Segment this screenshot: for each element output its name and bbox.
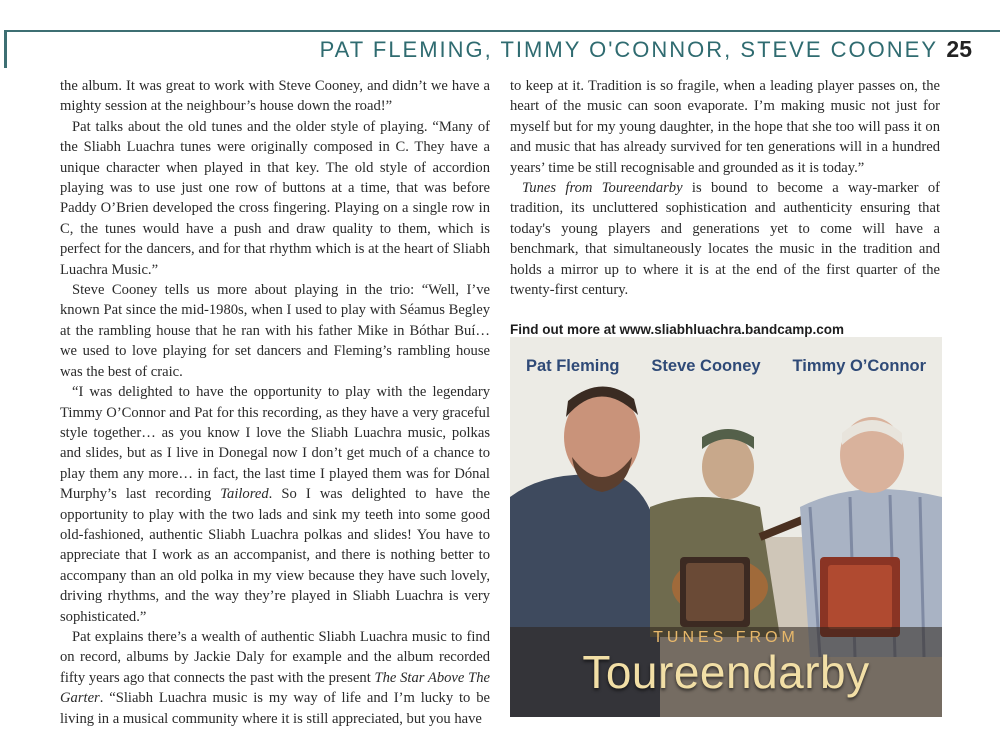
left-column (60, 76, 490, 729)
cover-name-timmy: Timmy O’Connor (792, 357, 927, 375)
header-rule (4, 30, 1000, 32)
paragraph (60, 382, 490, 627)
text-run: . “Sliabh Luachra music is my way of life and I’m lucky to be living in a musical community where it is still appreciated, but you have (60, 690, 490, 727)
cover-artist-names (510, 357, 942, 376)
page-number: 25 (946, 36, 972, 62)
cover-name-pat: Pat Fleming (525, 357, 620, 375)
text-run: “I was delighted to have the opportunity to play with the legendary Timmy O’Connor and Pat for this recording, as they have a very graceful style together… as you know I love the Sliabh Luachra music, polkas and slides, but as I live in Donegal now I don’t get much of a chance to play them any more… in fact, the last time I played them was for Dónal Murphy’s last recording (60, 384, 490, 503)
paragraph: the album. It was great to work with Steve Cooney, and didn’t we have a mighty session at the neighbour’s house down the road!” (60, 78, 490, 115)
paragraph: Pat talks about the old tunes and the older style of playing. “Many of the Sliabh Luachra tunes were originally composed in C. They have a unique character when played in that key. The old style of accordion playing was to use just one row of buttons at a time, that was before Paddy O’Brien developed the cross fingering. Playing on a single row in C, the tunes would have a push and draw quality to them, which is perfect for the dancers, and for that rhythm which is at the heart of Sliabh Luachra Music.” (60, 118, 490, 278)
cover-title: Toureendarby (582, 646, 870, 698)
cover-name-steve: Steve Cooney (651, 357, 761, 375)
page-header (0, 30, 1000, 68)
album-title-italic: Tailored (220, 486, 269, 503)
find-out-more-link[interactable]: Find out more at www.sliabhluachra.bandcamp.com (510, 322, 845, 338)
header-left-bar (4, 30, 7, 68)
paragraph: Steve Cooney tells us more about playing in the trio: “Well, I’ve known Pat since the mid-1980s, when I used to play with Séamus Begley at the rambling house that he ran with his father Mike in Bóthar Buí… we used to love playing for set dancers and Fleming’s rambling house was the best of craic. (60, 282, 490, 380)
cover-subtitle: TUNES FROM (653, 629, 799, 646)
text-run: Pat explains there’s a wealth of authentic Sliabh Luachra music to find on record, albums by Jackie Daly for example and the album recorded fifty years ago that connects the past with the present (60, 628, 490, 686)
paragraph (60, 627, 490, 729)
text-run: . So I was delighted to have the opportunity to play with the two lads and sink my teeth into some good old-fashioned, authentic Sliabh Luachra polkas and slides! You have to appreciate that I work as an accompanist, and there is nothing better to accompany than an old polka in my view because they have such lovely, driving rhythms, and the way they’re played in Sliabh Luachra is very sophisticated.” (60, 486, 490, 625)
text-run: is bound to become a way-marker of tradition, its uncluttered sophistication and authenticity ensuring that today's young players and generations yet to come will have a benchmark, that simultaneously locates the music in the tradition and holds a mirror up to where it is at the end of the first quarter of the twenty-first century. (510, 180, 940, 299)
album-title-italic: Tunes from Toureendarby (522, 180, 683, 197)
paragraph: to keep at it. Tradition is so fragile, when a leading player passes on, the heart of the music can soon evaporate. I’m making music not just for myself but for my young daughter, in the hope that she too will pass it on and music that has already survived for ten generations will in a hundred years’ time be still recognisable and grounded as it is today.” (510, 78, 940, 176)
right-column (510, 76, 940, 341)
album-cover-image (510, 337, 942, 717)
running-head-title: PAT FLEMING, TIMMY O'CONNOR, STEVE COONEY (319, 37, 938, 62)
paragraph (510, 178, 940, 300)
album-title-italic: The Star Above The Garter (60, 669, 490, 707)
